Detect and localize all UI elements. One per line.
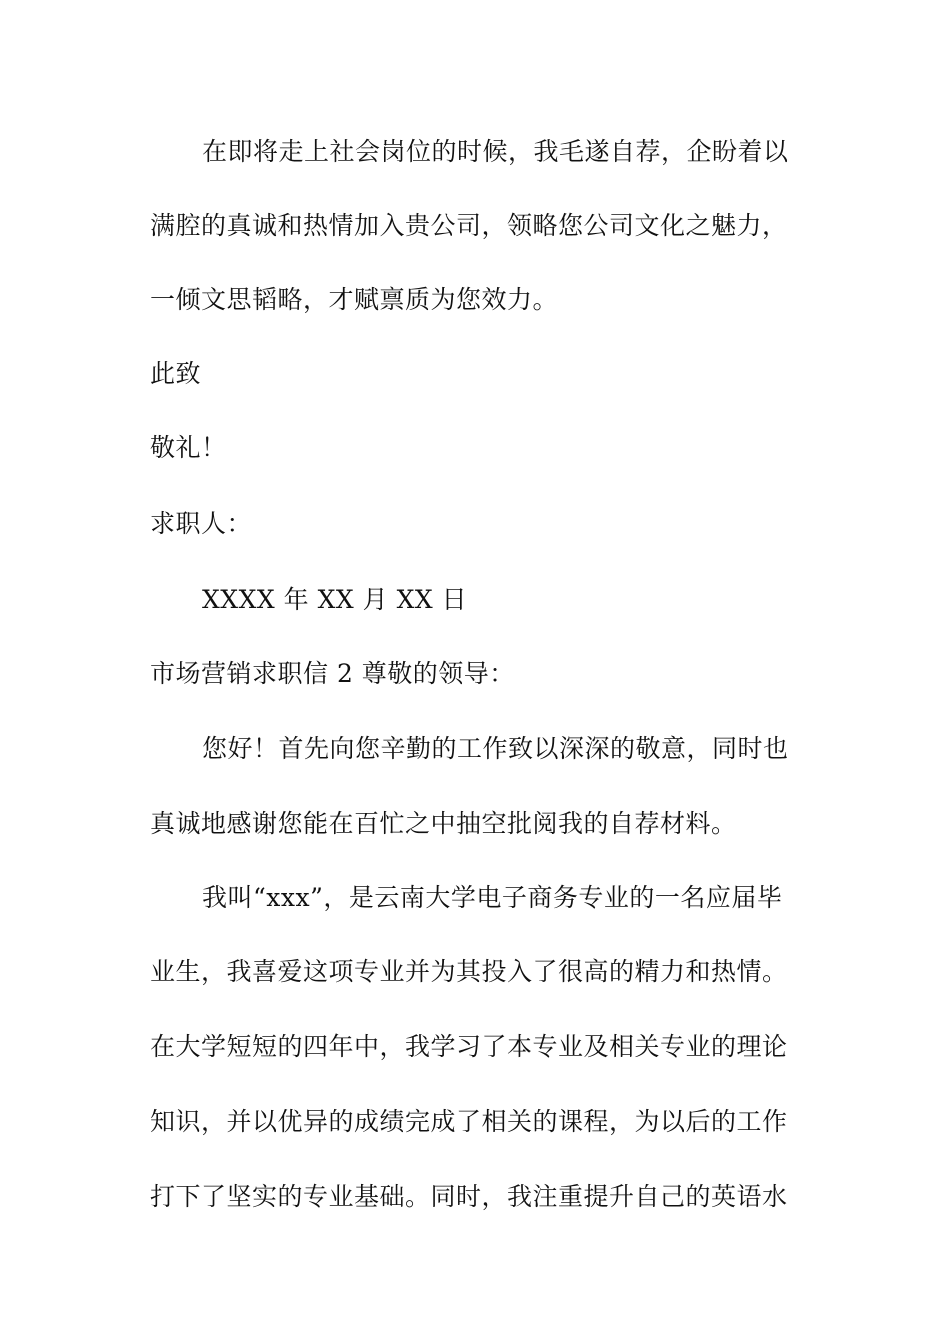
closing-salutation: 此致 (150, 359, 202, 388)
date-line: XXXX 年 XX 月 XX 日 (202, 585, 468, 614)
paragraph-line: 满腔的真诚和热情加入贵公司，领略您公司文化之魅力， (150, 211, 788, 240)
paragraph-line: 您好！首先向您辛勤的工作致以深深的敬意，同时也 (202, 734, 789, 763)
paragraph-line: 一倾文思韬略，才赋禀质为您效力。 (150, 285, 559, 314)
paragraph-line: 知识，并以优异的成绩完成了相关的课程，为以后的工作 (150, 1107, 788, 1136)
section-heading: 市场营销求职信 2 尊敬的领导： (150, 659, 515, 688)
paragraph-line: 业生，我喜爱这项专业并为其投入了很高的精力和热情。 (150, 957, 788, 986)
paragraph-line: 打下了坚实的专业基础。同时，我注重提升自己的英语水 (150, 1182, 788, 1211)
paragraph-line: 在大学短短的四年中，我学习了本专业及相关专业的理论 (150, 1032, 788, 1061)
applicant-label: 求职人： (150, 509, 253, 538)
paragraph-line: 我叫“xxx”，是云南大学电子商务专业的一名应届毕 (202, 883, 783, 912)
paragraph-line: 真诚地感谢您能在百忙之中抽空批阅我的自荐材料。 (150, 809, 737, 838)
paragraph-line: 在即将走上社会岗位的时候，我毛遂自荐，企盼着以 (202, 137, 789, 166)
closing-regards: 敬礼！ (150, 433, 227, 462)
